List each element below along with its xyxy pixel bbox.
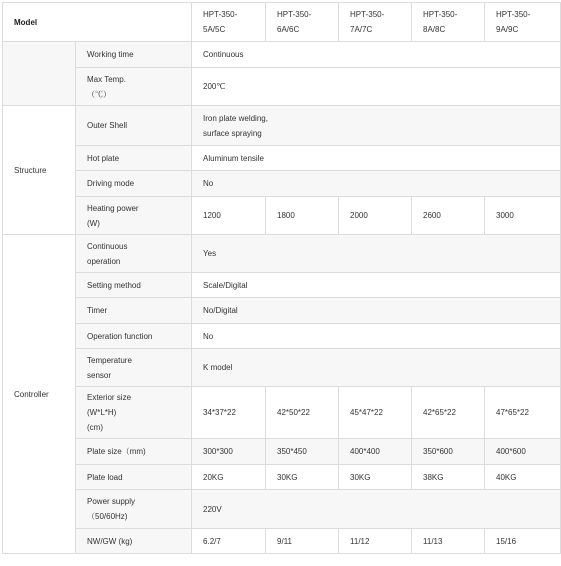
model-name: HPT-350- 9A/9C [485, 3, 561, 42]
row-label: Outer Shell [76, 106, 192, 146]
row-value: 220V [192, 490, 561, 529]
row-label: Hot plate [76, 146, 192, 171]
model-name: HPT-350- 7A/7C [339, 3, 412, 42]
row-value: Aluminum tensile [192, 146, 561, 171]
group-label-structure: Structure [3, 106, 76, 235]
row-value: 9/11 [266, 529, 339, 554]
table-row [3, 273, 561, 298]
table-row [3, 298, 561, 324]
row-value: No [192, 324, 561, 349]
row-value: 38KG [412, 465, 485, 490]
table-header-row [3, 3, 561, 42]
row-label: Max Temp. （℃） [76, 68, 192, 106]
group-label-controller: Controller [3, 235, 76, 554]
row-value: 30KG [266, 465, 339, 490]
row-value: 20KG [192, 465, 266, 490]
row-value: 400*400 [339, 439, 412, 465]
row-value: K model [192, 349, 561, 387]
row-value: 42*65*22 [412, 387, 485, 439]
row-value: Iron plate welding, surface spraying [192, 106, 561, 146]
row-value: Yes [192, 235, 561, 273]
row-value: 11/13 [412, 529, 485, 554]
table-row [3, 197, 561, 235]
row-value: 42*50*22 [266, 387, 339, 439]
table-row [3, 171, 561, 197]
row-value: 2000 [339, 197, 412, 235]
row-label: Heating power (W) [76, 197, 192, 235]
table-row [3, 490, 561, 529]
table-row [3, 529, 561, 554]
row-value: 40KG [485, 465, 561, 490]
row-label: Operation function [76, 324, 192, 349]
row-value: 6.2/7 [192, 529, 266, 554]
row-label: Plate load [76, 465, 192, 490]
model-header: Model [3, 3, 192, 42]
table-row [3, 106, 561, 146]
row-value: 1800 [266, 197, 339, 235]
table-row [3, 349, 561, 387]
row-label: Power supply （50/60Hz) [76, 490, 192, 529]
table-row [3, 439, 561, 465]
model-name: HPT-350- 5A/5C [192, 3, 266, 42]
row-value: 400*600 [485, 439, 561, 465]
row-value: Continuous [192, 42, 561, 68]
row-value: 34*37*22 [192, 387, 266, 439]
row-value: 350*600 [412, 439, 485, 465]
row-label: Plate size（mm) [76, 439, 192, 465]
row-label: Continuous operation [76, 235, 192, 273]
table-row [3, 387, 561, 439]
row-value: Scale/Digital [192, 273, 561, 298]
model-name: HPT-350- 6A/6C [266, 3, 339, 42]
row-value: 1200 [192, 197, 266, 235]
row-label: Setting method [76, 273, 192, 298]
row-label: Exterior size (W*L*H) (cm) [76, 387, 192, 439]
row-label: NW/GW (kg) [76, 529, 192, 554]
table-row [3, 324, 561, 349]
row-value: 350*450 [266, 439, 339, 465]
table-row [3, 465, 561, 490]
row-value: 300*300 [192, 439, 266, 465]
model-name: HPT-350- 8A/8C [412, 3, 485, 42]
row-value: 3000 [485, 197, 561, 235]
table-row [3, 68, 561, 106]
row-value: 2600 [412, 197, 485, 235]
row-value: 30KG [339, 465, 412, 490]
row-value: No [192, 171, 561, 197]
table-row [3, 42, 561, 68]
spec-table [2, 2, 561, 554]
row-value: 45*47*22 [339, 387, 412, 439]
row-value: No/Digital [192, 298, 561, 324]
row-value: 47*65*22 [485, 387, 561, 439]
row-label: Driving mode [76, 171, 192, 197]
empty-group-cell [3, 42, 76, 106]
table-row [3, 235, 561, 273]
row-value: 15/16 [485, 529, 561, 554]
table-row [3, 146, 561, 171]
row-value: 11/12 [339, 529, 412, 554]
row-label: Temperature sensor [76, 349, 192, 387]
row-label: Timer [76, 298, 192, 324]
row-label: Working time [76, 42, 192, 68]
row-value: 200℃ [192, 68, 561, 106]
